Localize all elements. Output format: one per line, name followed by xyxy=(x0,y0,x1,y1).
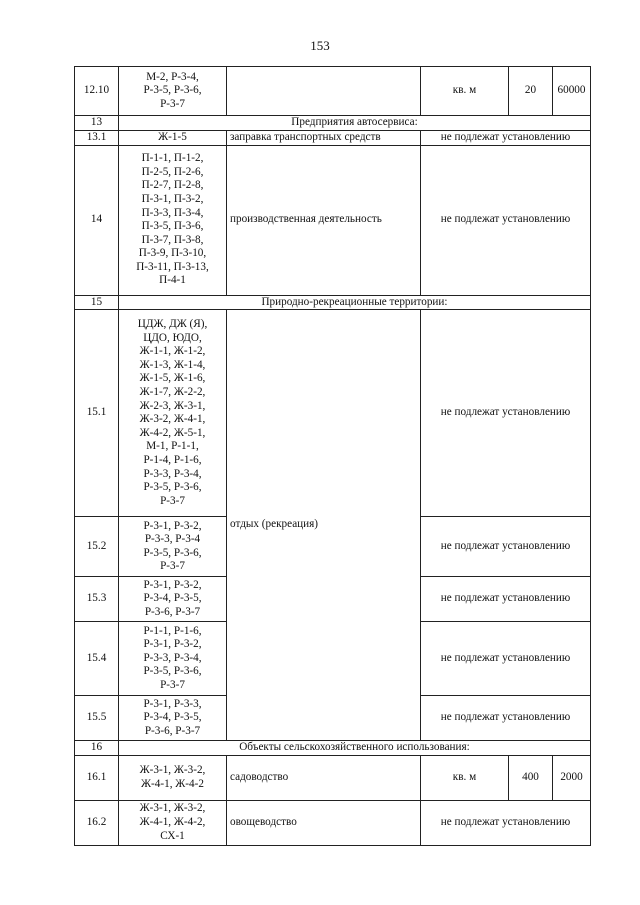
zone-line: Р-3-7 xyxy=(160,560,185,573)
row-number: 12.10 xyxy=(75,67,119,116)
section-number: 13 xyxy=(75,116,119,131)
zone-line: Ж-1-1, Ж-1-2, xyxy=(139,345,206,358)
section-number: 16 xyxy=(75,741,119,756)
zone-codes xyxy=(119,800,227,845)
zone-line: Ж-3-1, Ж-3-2, xyxy=(139,764,206,777)
zone-line: Р-3-1, Р-3-2, xyxy=(143,519,202,532)
zone-line: СХ-1 xyxy=(160,829,185,842)
zone-codes xyxy=(119,755,227,800)
table-row xyxy=(75,800,591,845)
row-number: 15.4 xyxy=(75,622,119,696)
zone-line: Р-3-5, Р-3-6, xyxy=(143,84,202,97)
zone-line: Р-3-1, Р-3-2, xyxy=(143,638,202,651)
table-row xyxy=(75,755,591,800)
max-size-cell: 2000 xyxy=(553,755,591,800)
row-number: 14 xyxy=(75,145,119,295)
zone-line: Р-3-3, Р-3-4 xyxy=(144,533,201,546)
zone-line: Ж-1-5, Ж-1-6, xyxy=(139,372,206,385)
zone-line: Р-3-6, Р-3-7 xyxy=(144,605,201,618)
zone-line: М-1, Р-1-1, xyxy=(146,440,199,453)
zone-line: Р-3-7 xyxy=(160,97,185,110)
zone-line: П-3-7, П-3-8, xyxy=(141,233,204,246)
zone-line: П-3-5, П-3-6, xyxy=(141,220,204,233)
zone-line: Ж-4-1, Ж-4-2, xyxy=(139,815,206,828)
zone-line: Р-1-1, Р-1-6, xyxy=(143,624,202,637)
zone-line: Р-3-4, Р-3-5, xyxy=(143,711,202,724)
zone-line: Ж-2-3, Ж-3-1, xyxy=(139,399,206,412)
zone-codes xyxy=(119,696,227,741)
zone-line: П-3-1, П-3-2, xyxy=(141,192,204,205)
section-title: Природно-рекреационные территории: xyxy=(119,295,591,310)
row-number: 15.3 xyxy=(75,577,119,622)
note-cell: не подлежат установлению xyxy=(421,310,591,517)
zone-codes xyxy=(119,310,227,517)
zone-line: Р-3-4, Р-3-5, xyxy=(143,592,202,605)
note-cell: не подлежат установлению xyxy=(421,130,591,145)
zone-line: П-2-5, П-2-6, xyxy=(141,165,204,178)
min-size-cell: 400 xyxy=(509,755,553,800)
zone-codes xyxy=(119,577,227,622)
row-number: 15.2 xyxy=(75,517,119,577)
table-row xyxy=(75,145,591,295)
zone-line: Р-3-5, Р-3-6, xyxy=(143,481,202,494)
zone-line: Ж-1-5 xyxy=(158,130,187,143)
table-row xyxy=(75,310,591,517)
zone-line: П-1-1, П-1-2, xyxy=(141,152,204,165)
zone-line: Р-3-1, Р-3-2, xyxy=(143,578,202,591)
zone-line: Ж-4-1, Ж-4-2 xyxy=(141,777,204,790)
row-number: 15.1 xyxy=(75,310,119,517)
zone-line: Р-3-7 xyxy=(160,679,185,692)
table-row xyxy=(75,130,591,145)
zone-line: П-2-7, П-2-8, xyxy=(141,179,204,192)
zone-line: Ж-3-2, Ж-4-1, xyxy=(139,413,206,426)
purpose-cell xyxy=(227,67,421,116)
table-row xyxy=(75,67,591,116)
zone-line: Р-3-1, Р-3-3, xyxy=(143,697,202,710)
zone-codes xyxy=(119,517,227,577)
zone-line: Р-3-7 xyxy=(160,494,185,507)
zone-line: Р-3-5, Р-3-6, xyxy=(143,546,202,559)
zoning-table xyxy=(74,66,591,846)
section-row xyxy=(75,741,591,756)
row-number: 13.1 xyxy=(75,130,119,145)
purpose-cell: производственная деятельность xyxy=(227,145,421,295)
zone-line: Ж-1-3, Ж-1-4, xyxy=(139,358,206,371)
zone-codes xyxy=(119,145,227,295)
note-cell: не подлежат установлению xyxy=(421,696,591,741)
purpose-cell: отдых (рекреация) xyxy=(227,310,421,741)
max-size-cell: 60000 xyxy=(553,67,591,116)
page-number: 153 xyxy=(310,38,330,53)
note-cell: не подлежат установлению xyxy=(421,622,591,696)
zone-line: Ж-1-7, Ж-2-2, xyxy=(139,386,206,398)
section-number: 15 xyxy=(75,295,119,310)
purpose-cell: заправка транспортных средств xyxy=(227,130,421,145)
unit-cell: кв. м xyxy=(421,755,509,800)
zone-line: П-3-9, П-3-10, xyxy=(138,247,207,260)
section-title: Объекты сельскохозяйственного использования: xyxy=(119,741,591,756)
zone-line: П-4-1 xyxy=(159,274,186,287)
zone-line: ЦДО, ЮДО, xyxy=(143,331,202,344)
zone-codes xyxy=(119,67,227,116)
zone-line: Р-1-4, Р-1-6, xyxy=(143,453,202,466)
note-cell: не подлежат установлению xyxy=(421,800,591,845)
row-number: 16.2 xyxy=(75,800,119,845)
zone-codes xyxy=(119,130,227,145)
zone-line: ЦДЖ, ДЖ (Я), xyxy=(137,318,208,331)
zone-line: М-2, Р-3-4, xyxy=(146,70,199,83)
section-title: Предприятия автосервиса: xyxy=(119,116,591,131)
unit-cell: кв. м xyxy=(421,67,509,116)
section-row xyxy=(75,295,591,310)
zone-line: П-3-3, П-3-4, xyxy=(141,206,204,219)
note-cell: не подлежат установлению xyxy=(421,517,591,577)
row-number: 15.5 xyxy=(75,696,119,741)
section-row xyxy=(75,116,591,131)
zone-line: Ж-4-2, Ж-5-1, xyxy=(139,426,206,439)
note-cell: не подлежат установлению xyxy=(421,577,591,622)
purpose-cell: садоводство xyxy=(227,755,421,800)
zone-line: Р-3-3, Р-3-4, xyxy=(143,651,202,664)
zone-codes xyxy=(119,622,227,696)
zone-line: Р-3-5, Р-3-6, xyxy=(143,665,202,678)
zone-line: П-3-11, П-3-13, xyxy=(136,260,209,273)
zone-line: Р-3-3, Р-3-4, xyxy=(143,467,202,480)
zone-line: Р-3-6, Р-3-7 xyxy=(144,724,201,737)
row-number: 16.1 xyxy=(75,755,119,800)
zone-line: Ж-3-1, Ж-3-2, xyxy=(139,802,206,815)
note-cell: не подлежат установлению xyxy=(421,145,591,295)
purpose-cell: овощеводство xyxy=(227,800,421,845)
min-size-cell: 20 xyxy=(509,67,553,116)
